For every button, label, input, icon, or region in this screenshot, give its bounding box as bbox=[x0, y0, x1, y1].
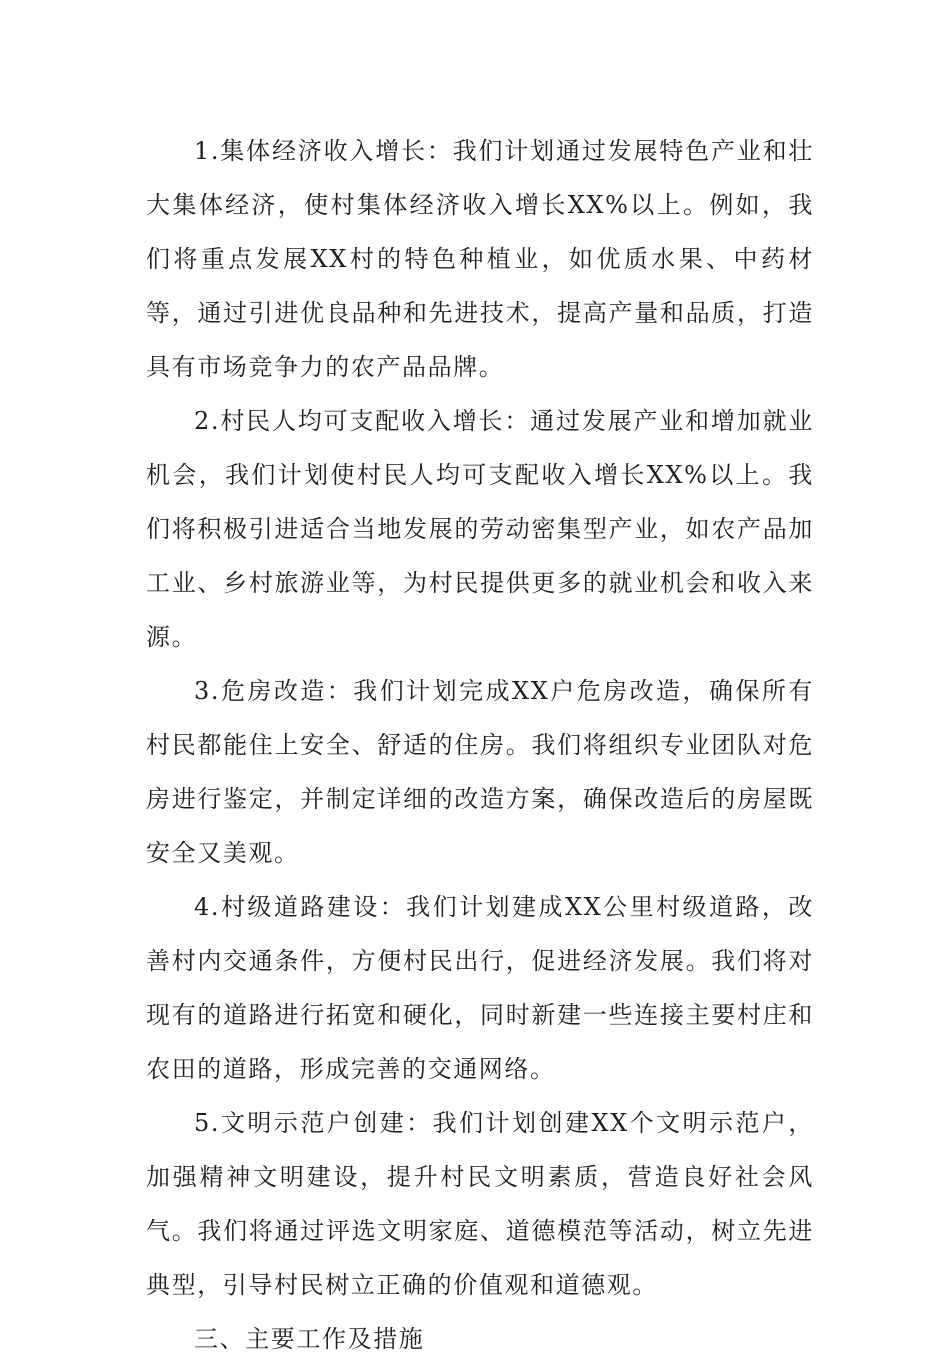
paragraph-dilapidated-housing bbox=[146, 664, 814, 880]
paragraph-text: 2.村民人均可支配收入增长：通过发展产业和增加就业机会，我们计划使村民人均可支配收入增长XX%以上。我们将积极引进适合当地发展的劳动密集型产业，如农产品加工业、乡村旅游业等，为村民提供更多的就业机会和收入来源。 bbox=[146, 407, 814, 651]
document-body bbox=[146, 124, 814, 1366]
paragraph-text: 5.文明示范户创建：我们计划创建XX个文明示范户，加强精神文明建设，提升村民文明素质，营造良好社会风气。我们将通过评选文明家庭、道德模范等活动，树立先进典型，引导村民树立正确的价值观和道德观。 bbox=[146, 1109, 814, 1299]
paragraph-village-roads bbox=[146, 880, 814, 1096]
paragraph-text: 3.危房改造：我们计划完成XX户危房改造，确保所有村民都能住上安全、舒适的住房。我们将组织专业团队对危房进行鉴定，并制定详细的改造方案，确保改造后的房屋既安全又美观。 bbox=[146, 677, 814, 867]
section-heading: 三、主要工作及措施 bbox=[194, 1325, 425, 1353]
paragraph-text: 4.村级道路建设：我们计划建成XX公里村级道路，改善村内交通条件，方便村民出行，促进经济发展。我们将对现有的道路进行拓宽和硬化，同时新建一些连接主要村庄和农田的道路，形成完善的交通网络。 bbox=[146, 893, 814, 1083]
paragraph-civilized-households bbox=[146, 1096, 814, 1312]
paragraph-villager-income bbox=[146, 394, 814, 664]
paragraph-text: 1.集体经济收入增长：我们计划通过发展特色产业和壮大集体经济，使村集体经济收入增长XX%以上。例如，我们将重点发展XX村的特色种植业，如优质水果、中药材等，通过引进优良品种和先进技术，提高产量和品质，打造具有市场竞争力的农产品品牌。 bbox=[146, 137, 814, 381]
paragraph-collective-economy bbox=[146, 124, 814, 394]
